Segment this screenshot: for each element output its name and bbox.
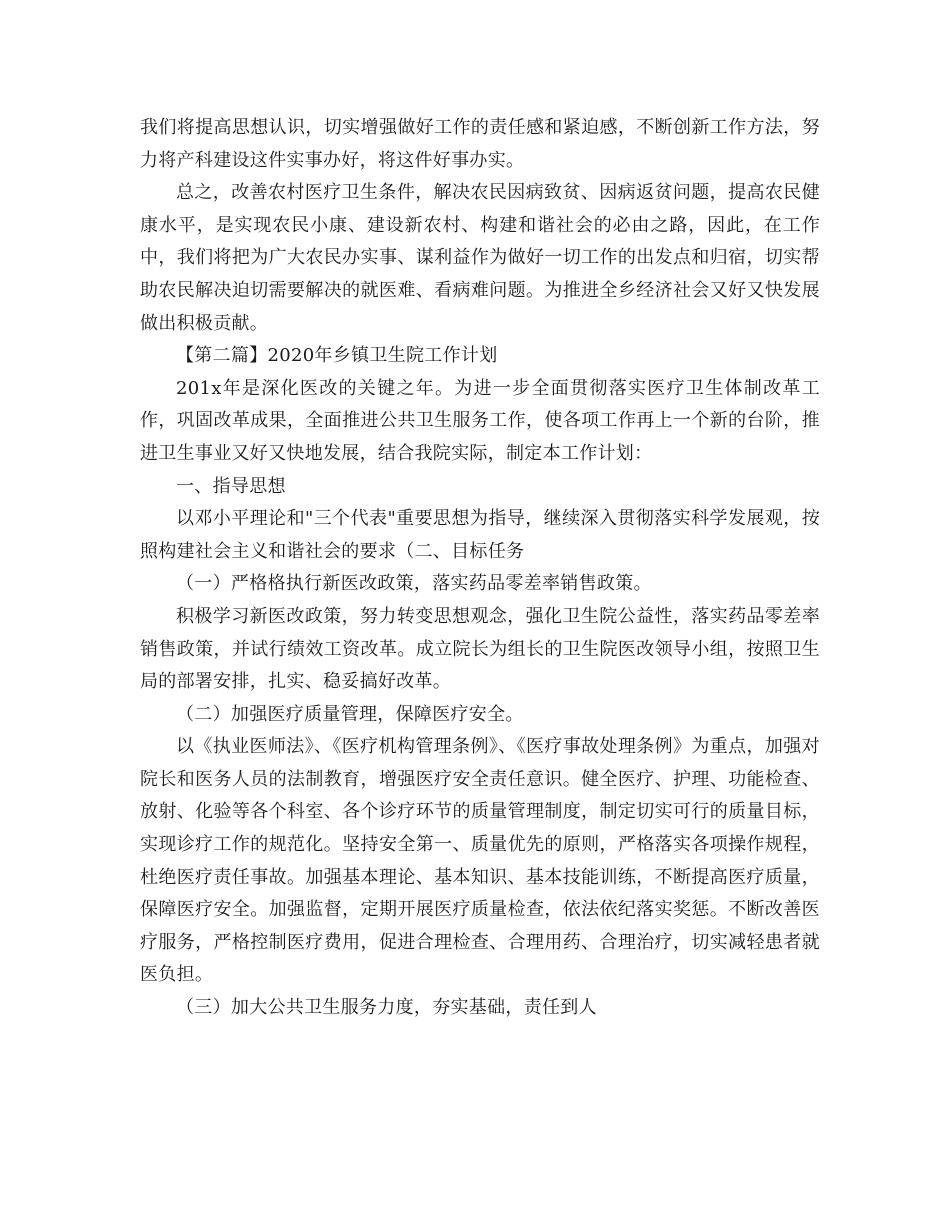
paragraph: 以邓小平理论和"三个代表"重要思想为指导，继续深入贯彻落实科学发展观，按照构建社会主义和谐社会的要求（二、目标任务 [140,508,820,562]
paragraph: 总之，改善农村医疗卫生条件，解决农民因病致贫、因病返贫问题，提高农民健康水平，是实现农民小康、建设新农村、构建和谐社会的必由之路，因此，在工作中，我们将把为广大农民办实事、谋利益作为做好一切工作的出发点和归宿，切实帮助农民解决迫切需要解决的就医难、看病难问题。为推进全乡经济社会又好又快发展做出积极贡献。 [140,182,820,334]
subsection-heading: （一）严格格执行新医改政策，落实药品零差率销售政策。 [176,573,652,595]
subsection-heading: （二）加强医疗质量管理，保障医疗安全。 [176,703,524,725]
paragraph: 201x年是深化医改的关键之年。为进一步全面贯彻落实医疗卫生体制改革工作，巩固改革成果，全面推进公共卫生服务工作，使各项工作再上一个新的台阶，推进卫生事业又好又快地发展，结合我院实际，制定本工作计划： [140,377,820,464]
section-heading: 一、指导思想 [176,475,286,497]
paragraph: 积极学习新医改政策，努力转变思想观念，强化卫生院公益性，落实药品零差率销售政策，并试行绩效工资改革。成立院长为组长的卫生院医改领导小组，按照卫生局的部署安排，扎实、稳妥搞好改革。 [140,605,820,693]
paragraph: 我们将提高思想认识，切实增强做好工作的责任感和紧迫感，不断创新工作方法，努力将产科建设这件实事办好，将这件好事办实。 [140,117,820,171]
paragraph: 以《执业医师法》、《医疗机构管理条例》、《医疗事故处理条例》为重点，加强对院长和医务人员的法制教育，增强医疗安全责任意识。健全医疗、护理、功能检查、放射、化验等各个科室、各个诊疗环节的质量管理制度，制定切实可行的质量目标，实现诊疗工作的规范化。坚持安全第一、质量优先的原则，严格落实各项操作规程，杜绝医疗责任事故。加强基本理论、基本知识、基本技能训练，不断提高医疗质量，保障医疗安全。加强监督，定期开展医疗质量检查，依法依纪落实奖惩。不断改善医疗服务，严格控制医疗费用，促进合理检查、合理用药、合理治疗，切实减轻患者就医负担。 [140,736,820,986]
document-page [140,112,820,1025]
subsection-heading: （三）加大公共卫生服务力度，夯实基础，责任到人 [176,997,597,1019]
section-heading: 【第二篇】2020年乡镇卫生院工作计划 [176,345,498,367]
